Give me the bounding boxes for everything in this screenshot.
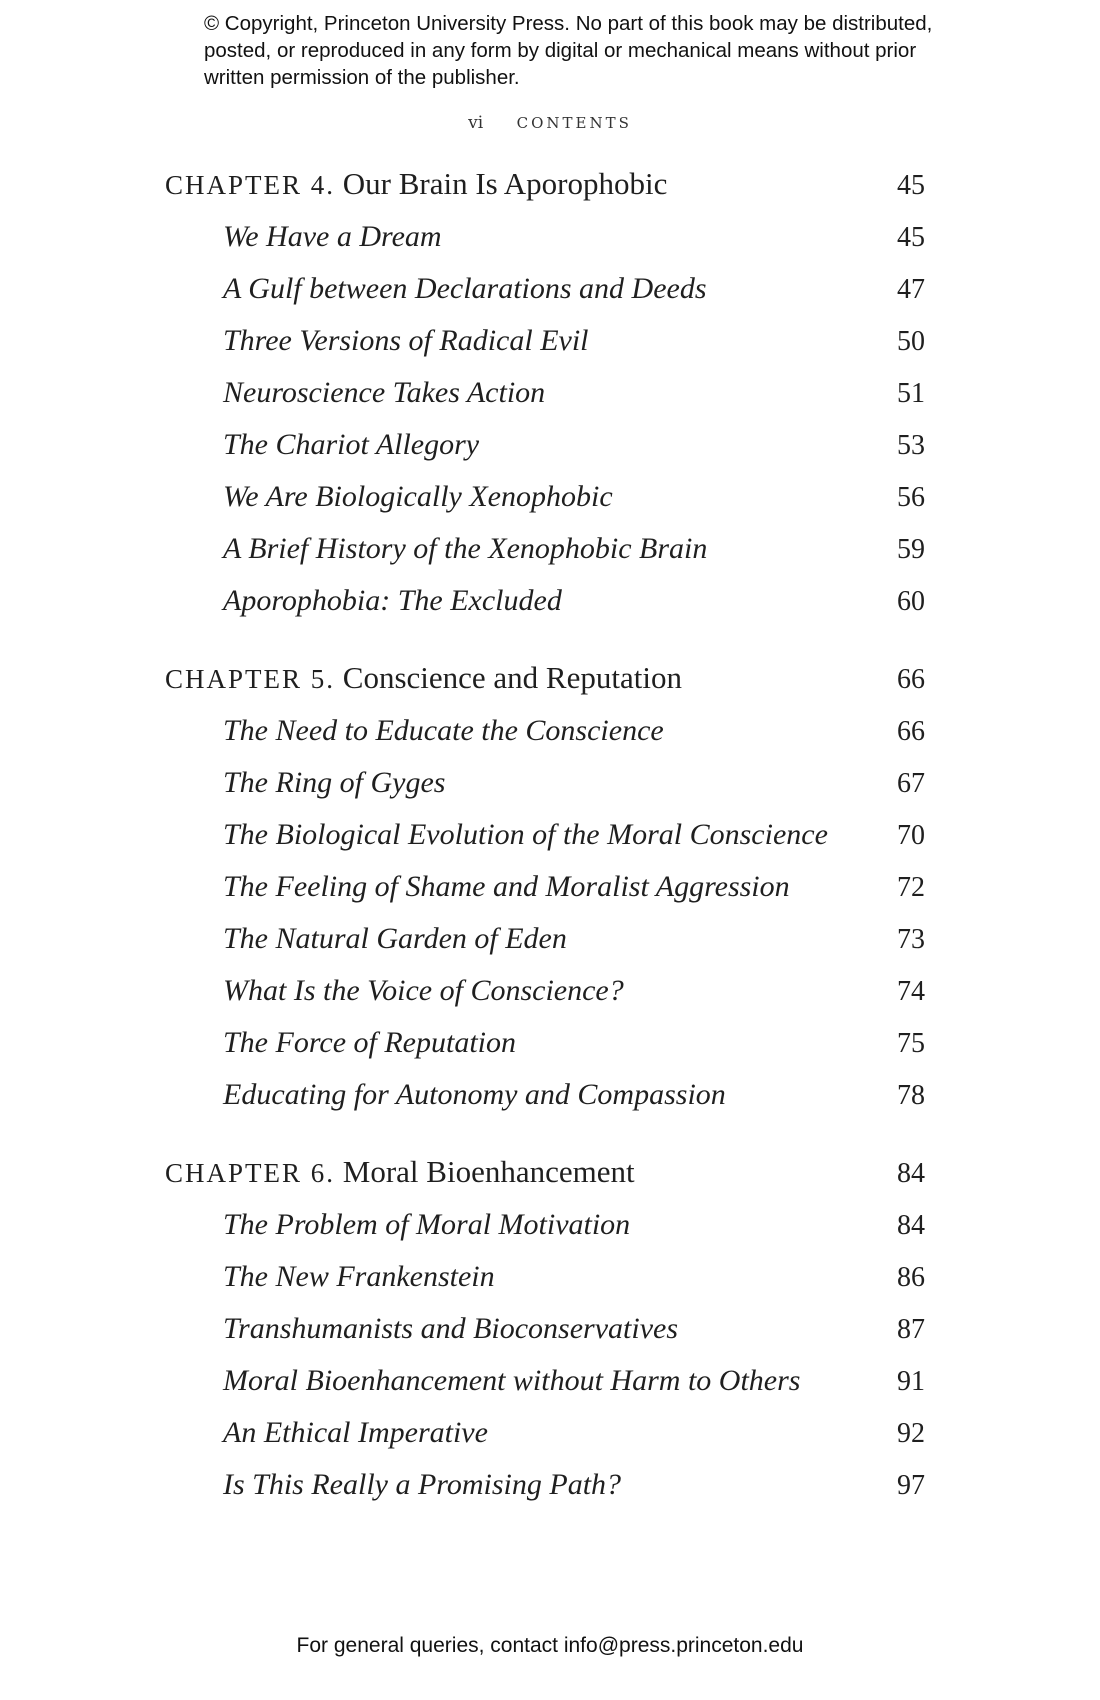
- toc-section-entry[interactable]: [0, 810, 1100, 862]
- toc-section-entry[interactable]: [0, 316, 1100, 368]
- toc-section-entry[interactable]: [0, 706, 1100, 758]
- toc-section-entry[interactable]: [0, 368, 1100, 420]
- chapter-title: Conscience and Reputation: [342, 660, 682, 695]
- toc-section-entry[interactable]: [0, 914, 1100, 966]
- toc-section-entry[interactable]: [0, 420, 1100, 472]
- section-title: The Natural Garden of Eden: [223, 922, 567, 955]
- section-page-number: 87: [897, 1314, 925, 1345]
- toc-section-entry[interactable]: [0, 1460, 1100, 1512]
- section-title: Educating for Autonomy and Compassion: [223, 1078, 726, 1111]
- toc-section-entry[interactable]: [0, 1018, 1100, 1070]
- chapter-number: CHAPTER 4.: [165, 170, 336, 200]
- section-title: The New Frankenstein: [223, 1260, 495, 1293]
- section-title: The Chariot Allegory: [223, 428, 480, 461]
- section-page-number: 47: [897, 274, 925, 305]
- section-title: The Feeling of Shame and Moralist Aggression: [223, 870, 790, 903]
- section-page-number: 51: [897, 378, 925, 409]
- toc-section-entry[interactable]: [0, 1200, 1100, 1252]
- toc-section-entry[interactable]: [0, 264, 1100, 316]
- toc-section-entry[interactable]: [0, 1356, 1100, 1408]
- toc-section-entry[interactable]: [0, 758, 1100, 810]
- section-page-number: 78: [897, 1080, 925, 1111]
- chapter-label: [165, 1154, 635, 1190]
- section-title: Transhumanists and Bioconservatives: [223, 1312, 678, 1345]
- section-title: We Are Biologically Xenophobic: [223, 480, 613, 513]
- section-title: What Is the Voice of Conscience?: [223, 974, 624, 1007]
- section-title: An Ethical Imperative: [223, 1416, 488, 1449]
- section-page-number: 45: [897, 222, 925, 253]
- section-page-number: 56: [897, 482, 925, 513]
- toc-section-entry[interactable]: [0, 576, 1100, 628]
- chapter-label: [165, 166, 667, 202]
- section-page-number: 53: [897, 430, 925, 461]
- section-page-number: 66: [897, 716, 925, 747]
- toc-chapter-heading[interactable]: [0, 654, 1100, 706]
- chapter-title: Moral Bioenhancement: [342, 1154, 635, 1189]
- section-page-number: 84: [897, 1210, 925, 1241]
- section-page-number: 92: [897, 1418, 925, 1449]
- section-title: We Have a Dream: [223, 220, 442, 253]
- page-folio: vi: [468, 113, 484, 133]
- toc-section-entry[interactable]: [0, 966, 1100, 1018]
- toc-chapter-heading[interactable]: [0, 160, 1100, 212]
- section-page-number: 67: [897, 768, 925, 799]
- toc-section-entry[interactable]: [0, 524, 1100, 576]
- section-title: Neuroscience Takes Action: [223, 376, 546, 409]
- chapter-number: CHAPTER 6.: [165, 1158, 336, 1188]
- chapter-page-number: 66: [897, 664, 925, 695]
- toc-chapter: [0, 160, 1100, 628]
- section-title: Is This Really a Promising Path?: [223, 1468, 622, 1501]
- toc-chapter: [0, 654, 1100, 1122]
- chapter-label: [165, 660, 682, 696]
- section-page-number: 91: [897, 1366, 925, 1397]
- toc-section-entry[interactable]: [0, 212, 1100, 264]
- chapter-title: Our Brain Is Aporophobic: [342, 166, 668, 201]
- footer-contact: For general queries, contact info@press.princeton.edu: [296, 1634, 804, 1657]
- section-title: The Biological Evolution of the Moral Conscience: [223, 818, 828, 851]
- section-title: A Brief History of the Xenophobic Brain: [223, 532, 708, 565]
- running-head: [0, 113, 1100, 133]
- toc-section-entry[interactable]: [0, 862, 1100, 914]
- toc-section-entry[interactable]: [0, 1252, 1100, 1304]
- section-page-number: 74: [897, 976, 925, 1007]
- toc-section-entry[interactable]: [0, 472, 1100, 524]
- section-title: Three Versions of Radical Evil: [223, 324, 589, 357]
- chapter-page-number: 84: [897, 1158, 925, 1189]
- chapter-number: CHAPTER 5.: [165, 664, 336, 694]
- section-title: Moral Bioenhancement without Harm to Others: [223, 1364, 801, 1397]
- section-page-number: 75: [897, 1028, 925, 1059]
- toc-section-entry[interactable]: [0, 1070, 1100, 1122]
- table-of-contents: [0, 160, 1100, 1538]
- toc-section-entry[interactable]: [0, 1408, 1100, 1460]
- section-title: Aporophobia: The Excluded: [223, 584, 562, 617]
- toc-chapter: [0, 1148, 1100, 1512]
- chapter-page-number: 45: [897, 170, 925, 201]
- section-page-number: 86: [897, 1262, 925, 1293]
- section-page-number: 60: [897, 586, 925, 617]
- section-title: The Force of Reputation: [223, 1026, 516, 1059]
- section-title: The Need to Educate the Conscience: [223, 714, 664, 747]
- section-title: A Gulf between Declarations and Deeds: [223, 272, 707, 305]
- section-page-number: 70: [897, 820, 925, 851]
- section-title: The Problem of Moral Motivation: [223, 1208, 631, 1241]
- toc-chapter-heading[interactable]: [0, 1148, 1100, 1200]
- section-page-number: 50: [897, 326, 925, 357]
- section-page-number: 97: [897, 1470, 925, 1501]
- running-head-title: CONTENTS: [516, 114, 632, 132]
- toc-section-entry[interactable]: [0, 1304, 1100, 1356]
- section-page-number: 73: [897, 924, 925, 955]
- section-page-number: 72: [897, 872, 925, 903]
- section-title: The Ring of Gyges: [223, 766, 446, 799]
- copyright-notice: © Copyright, Princeton University Press. No part of this book may be distributed, posted, or reproduced in any form by digital or mechanical means without prior written permission of the publisher.: [204, 12, 933, 89]
- section-page-number: 59: [897, 534, 925, 565]
